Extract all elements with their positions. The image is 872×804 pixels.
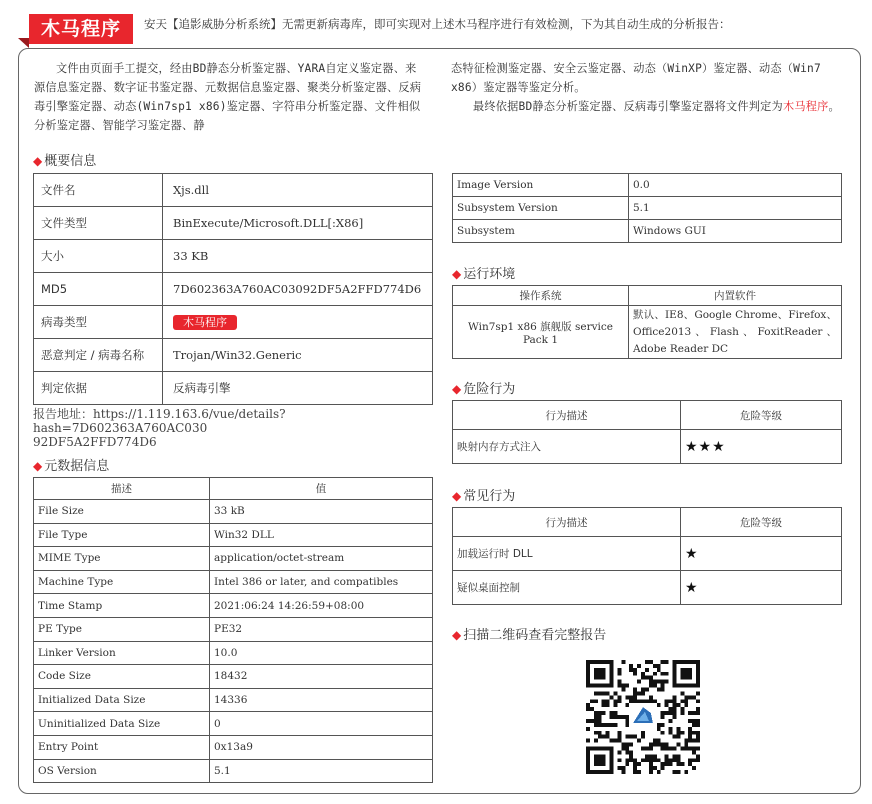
meta-value: Win32 DLL: [210, 523, 433, 547]
section-common-title: 常见行为: [463, 489, 516, 504]
summary-value: 33 KB: [163, 240, 433, 273]
env-header-software: 内置软件: [629, 286, 842, 306]
summary-key: 大小: [34, 240, 163, 273]
common-header-level: 危险等级: [681, 508, 842, 537]
intro-conclusion: 最终依据BD静态分析鉴定器、反病毒引擎鉴定器将文件判定为: [473, 100, 783, 113]
env-table: [452, 285, 842, 359]
meta-key: Linker Version: [34, 641, 210, 665]
behaviour-row: [453, 430, 842, 464]
meta-value: 5.1: [629, 197, 842, 220]
meta-value: 5.1: [210, 759, 433, 783]
summary-row: [34, 273, 433, 306]
table-row: [34, 594, 433, 618]
meta-value: 0: [210, 712, 433, 736]
summary-key: MD5: [34, 273, 163, 306]
report-url[interactable]: [33, 407, 438, 449]
meta-value: 33 kB: [210, 500, 433, 524]
tag-fold: [18, 38, 29, 48]
risk-stars: ★★★: [681, 430, 842, 464]
meta-key: OS Version: [34, 759, 210, 783]
meta-value: 0.0: [629, 174, 842, 197]
meta-key: Time Stamp: [34, 594, 210, 618]
summary-key: 判定依据: [34, 372, 163, 405]
diamond-icon: ◆: [452, 267, 462, 281]
table-row: [34, 570, 433, 594]
summary-row: [34, 207, 433, 240]
meta-key: Uninitialized Data Size: [34, 712, 210, 736]
table-row: [34, 617, 433, 641]
meta-value: 10.0: [210, 641, 433, 665]
summary-key: 病毒类型: [34, 306, 163, 339]
report-url-line2: 92DF5A2FFD774D6: [33, 435, 157, 449]
intro-end: 。: [828, 100, 840, 113]
meta-value: Intel 386 or later, and compatibles: [210, 570, 433, 594]
table-row: [453, 220, 842, 243]
section-qr-title: 扫描二维码查看完整报告: [463, 628, 607, 643]
table-row: [34, 665, 433, 689]
summary-row: [34, 372, 433, 405]
meta-key: PE Type: [34, 617, 210, 641]
env-os: Win7sp1 x86 旗舰版 service Pack 1: [453, 306, 629, 359]
qr-code-image[interactable]: [586, 660, 700, 774]
meta-key: Subsystem: [453, 220, 629, 243]
table-row: [34, 641, 433, 665]
diamond-icon: ◆: [33, 459, 43, 473]
meta-value: application/octet-stream: [210, 547, 433, 571]
intro-right-1: 态特征检测鉴定器、安全云鉴定器、动态（WinXP）鉴定器、动态（Win7 x86）鉴定器等鉴定分析。: [451, 62, 821, 94]
meta-key: Subsystem Version: [453, 197, 629, 220]
summary-value: BinExecute/Microsoft.DLL[:X86]: [163, 207, 433, 240]
table-row: [34, 523, 433, 547]
meta-key: Entry Point: [34, 735, 210, 759]
diamond-icon: ◆: [452, 489, 462, 503]
behaviour-desc: 加载运行时 DLL: [453, 537, 681, 571]
section-env-title: 运行环境: [463, 267, 516, 282]
verdict-highlight: 木马程序: [782, 100, 829, 113]
danger-header-desc: 行为描述: [453, 401, 681, 430]
meta-key: Machine Type: [34, 570, 210, 594]
table-row: [34, 735, 433, 759]
summary-key: 文件类型: [34, 207, 163, 240]
summary-value: Trojan/Win32.Generic: [163, 339, 433, 372]
summary-row: [34, 174, 433, 207]
summary-row: [34, 240, 433, 273]
meta-value: 14336: [210, 688, 433, 712]
section-env: [452, 263, 515, 282]
diamond-icon: ◆: [452, 628, 462, 642]
table-row: [34, 547, 433, 571]
common-header-desc: 行为描述: [453, 508, 681, 537]
section-summary: [33, 150, 96, 169]
table-row: [34, 759, 433, 783]
meta-key: File Type: [34, 523, 210, 547]
section-qr: [452, 624, 606, 643]
metadata-table-cont: [452, 173, 842, 243]
summary-table: [33, 173, 433, 405]
summary-value: Xjs.dll: [163, 174, 433, 207]
meta-header-desc: 描述: [34, 478, 210, 500]
virus-type-badge: 木马程序: [173, 315, 237, 330]
diamond-icon: ◆: [33, 154, 43, 168]
meta-key: Code Size: [34, 665, 210, 689]
category-tag: 木马程序: [29, 14, 133, 44]
behaviour-desc: 映射内存方式注入: [453, 430, 681, 464]
meta-value: 2021:06:24 14:26:59+08:00: [210, 594, 433, 618]
meta-value: 0x13a9: [210, 735, 433, 759]
meta-value: PE32: [210, 617, 433, 641]
meta-key: File Size: [34, 500, 210, 524]
meta-value: Windows GUI: [629, 220, 842, 243]
danger-header-level: 危险等级: [681, 401, 842, 430]
summary-key: 文件名: [34, 174, 163, 207]
section-common: [452, 485, 515, 504]
env-software: 默认、IE8、Google Chrome、Firefox、Office2013、Flash、FoxitReader、Adobe Reader DC: [629, 306, 842, 359]
intro-right-2: [451, 97, 843, 116]
common-table: [452, 507, 842, 605]
summary-value: 7D602363A760AC03092DF5A2FFD774D6: [163, 273, 433, 306]
report-url-line1: 报告地址：https://1.119.163.6/vue/details?hash=7D602363A760AC030: [33, 407, 286, 435]
intro-left: 文件由页面手工提交，经由BD静态分析鉴定器、YARA自定义鉴定器、来源信息鉴定器、数字证书鉴定器、元数据信息鉴定器、聚类分析鉴定器、反病毒引擎鉴定器、动态(Win7sp1 x86)鉴定器、字符串分析鉴定器、文件相似分析鉴定器、智能学习鉴定器、静: [34, 62, 422, 132]
section-metadata: [33, 455, 109, 474]
section-danger: [452, 378, 515, 397]
section-summary-title: 概要信息: [44, 154, 97, 169]
section-metadata-title: 元数据信息: [44, 459, 110, 474]
meta-header-value: 值: [210, 478, 433, 500]
risk-stars: ★: [681, 571, 842, 605]
behaviour-row: [453, 537, 842, 571]
table-row: [34, 712, 433, 736]
behaviour-desc: 疑似桌面控制: [453, 571, 681, 605]
meta-key: Image Version: [453, 174, 629, 197]
danger-table: [452, 400, 842, 464]
summary-row: [34, 306, 433, 339]
metadata-table: [33, 477, 433, 783]
table-row: [453, 197, 842, 220]
table-row: [34, 688, 433, 712]
summary-key: 恶意判定 / 病毒名称: [34, 339, 163, 372]
diamond-icon: ◆: [452, 382, 462, 396]
risk-stars: ★: [681, 537, 842, 571]
table-row: [453, 174, 842, 197]
summary-row: [34, 339, 433, 372]
headline: 安天【追影威胁分析系统】无需更新病毒库，即可实现对上述木马程序进行有效检测，下为其自动生成的分析报告：: [144, 17, 731, 31]
summary-value: [163, 306, 433, 339]
meta-value: 18432: [210, 665, 433, 689]
meta-key: MIME Type: [34, 547, 210, 571]
summary-value: 反病毒引擎: [163, 372, 433, 405]
env-header-os: 操作系统: [453, 286, 629, 306]
behaviour-row: [453, 571, 842, 605]
meta-key: Initialized Data Size: [34, 688, 210, 712]
section-danger-title: 危险行为: [463, 382, 516, 397]
table-row: [34, 500, 433, 524]
